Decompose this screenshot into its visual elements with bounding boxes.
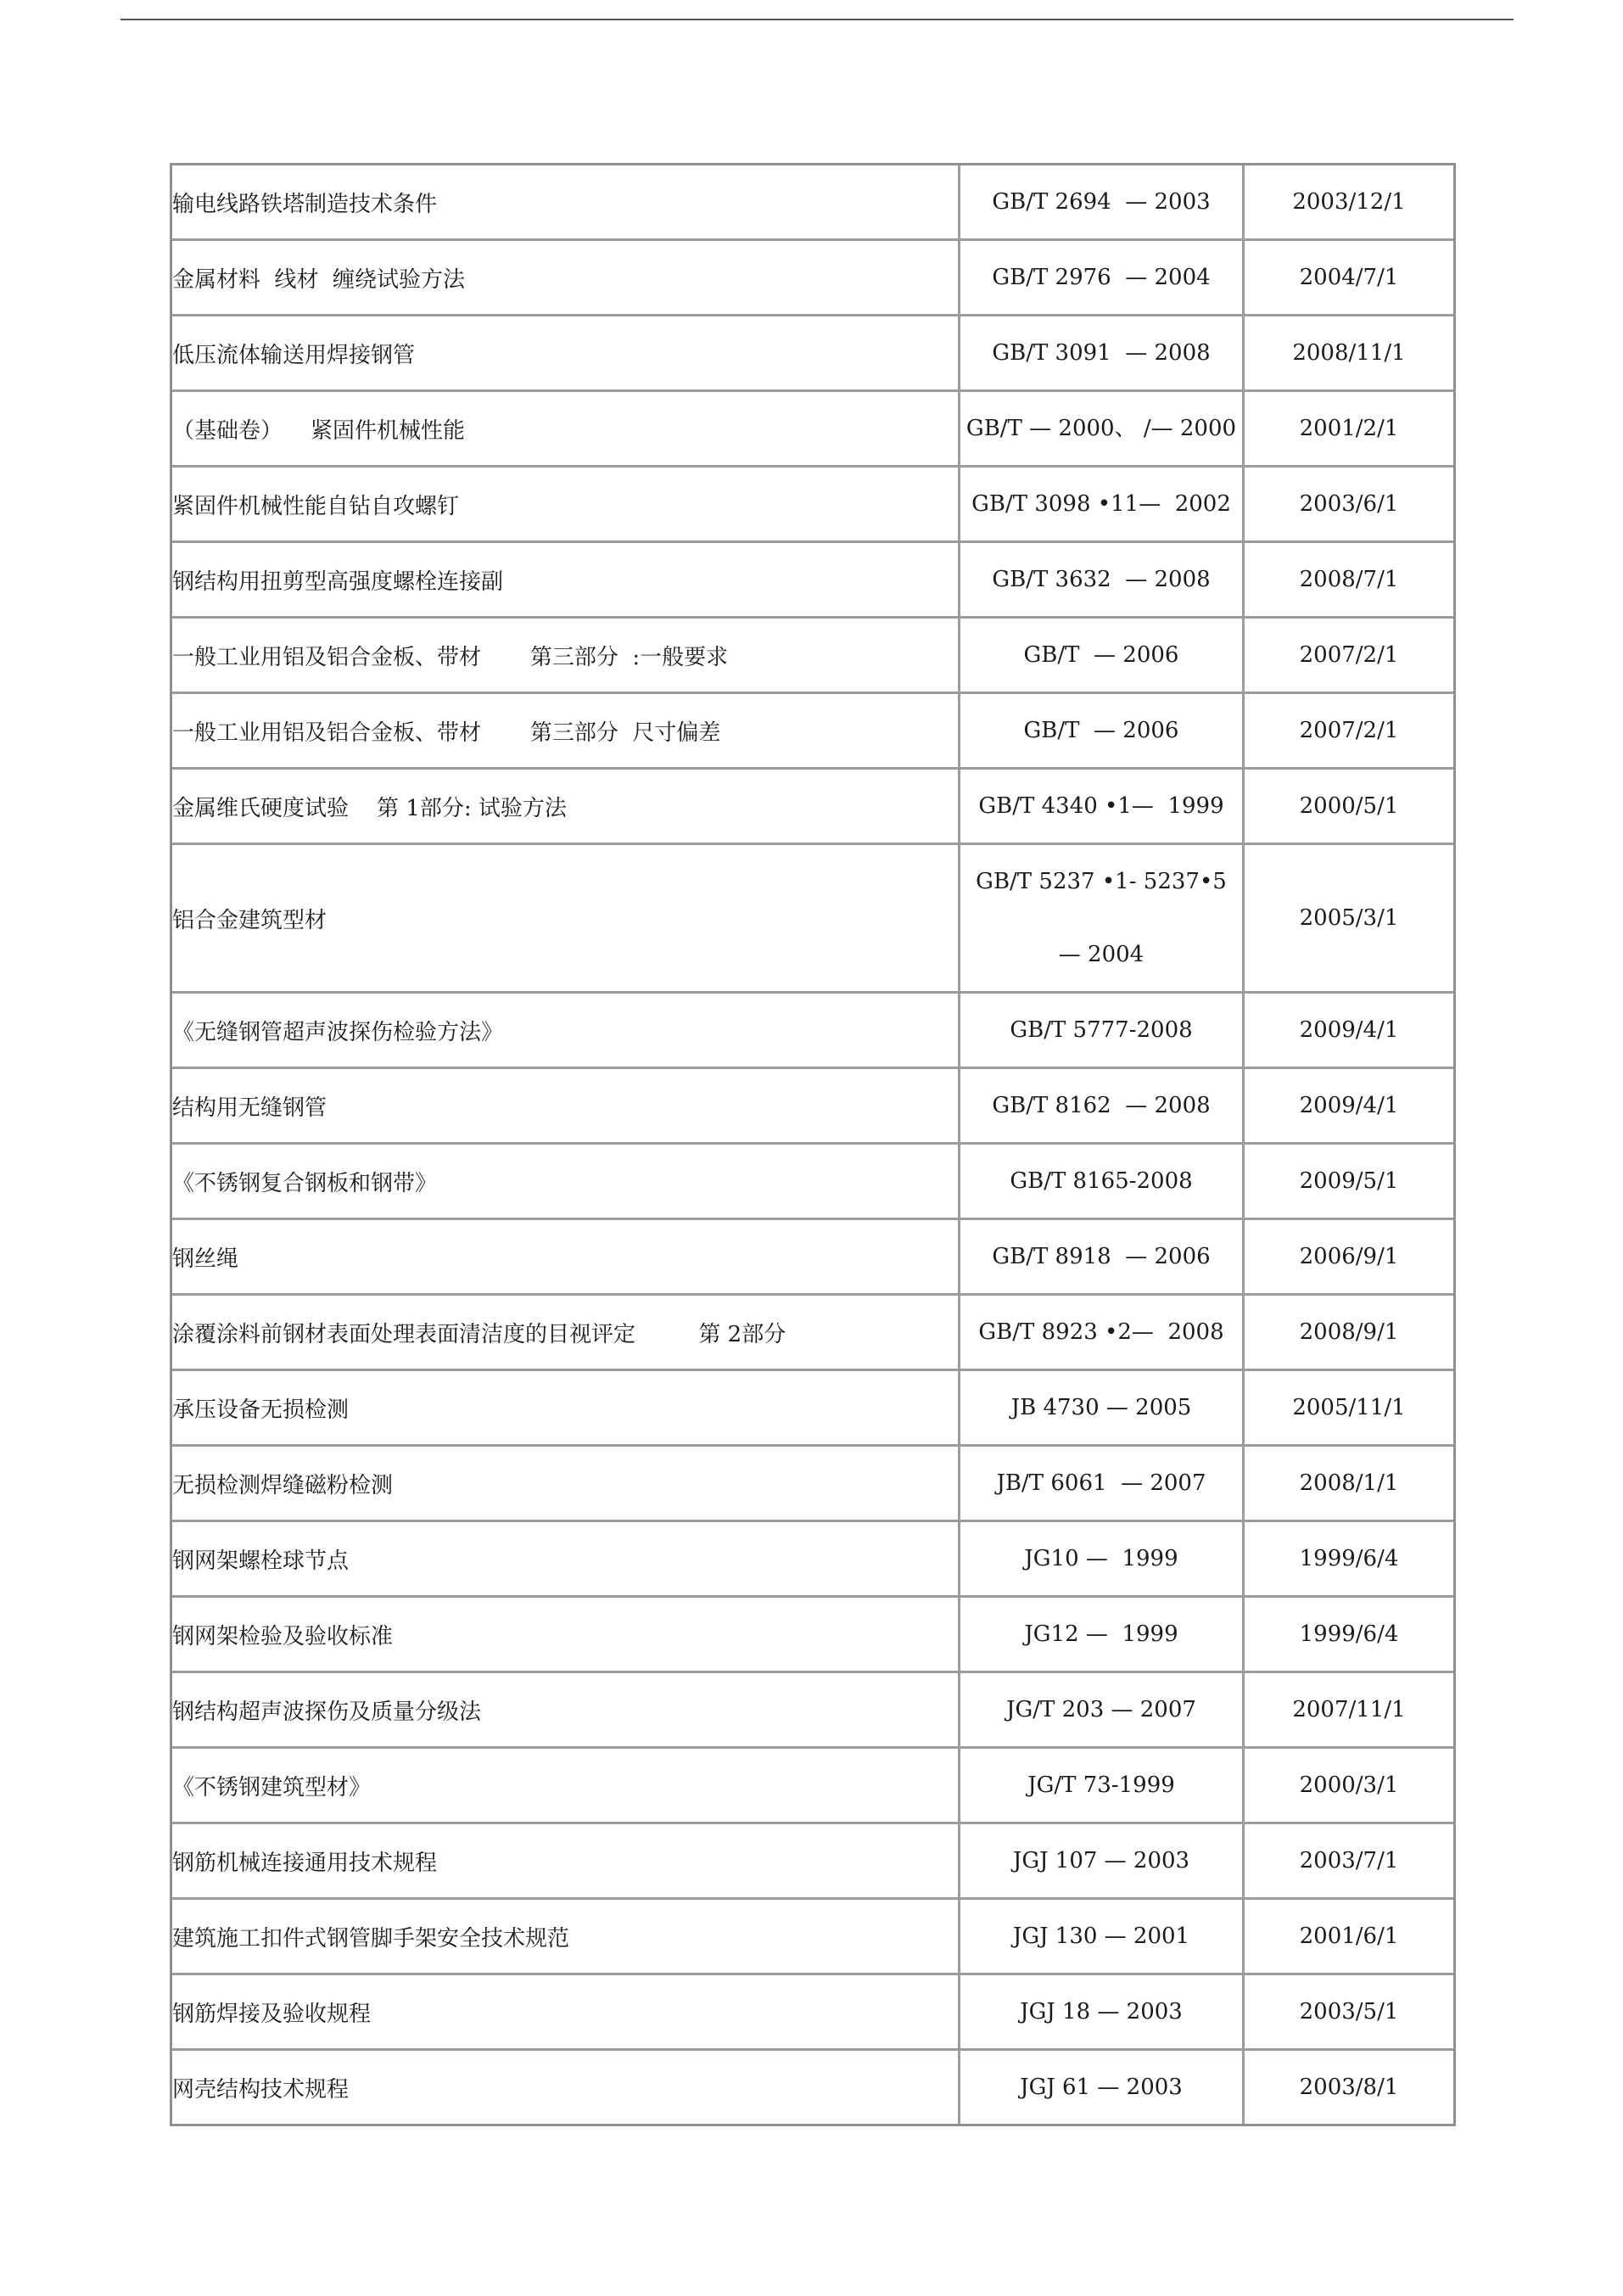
standard-name-cell: 金属材料 线材 缠绕试验方法 [172,241,960,316]
effective-date-cell: 1999/6/4 [1245,1522,1453,1598]
effective-date-cell: 2009/4/1 [1245,994,1453,1069]
table-row [172,1522,1453,1598]
effective-date-cell: 2008/1/1 [1245,1447,1453,1522]
effective-date-cell: 2003/6/1 [1245,468,1453,543]
standard-code-cell: JGJ 130 — 2001 [960,1900,1245,1975]
standard-name-cell: 网壳结构技术规程 [172,2051,960,2124]
effective-date-cell: 2001/2/1 [1245,392,1453,468]
table-row [172,1447,1453,1522]
standard-code-cell: JG/T 73-1999 [960,1749,1245,1824]
standard-name-cell: 紧固件机械性能自钻自攻螺钉 [172,468,960,543]
table-row [172,543,1453,619]
table-row [172,770,1453,845]
table-row [172,165,1453,241]
standard-name-cell: 金属维氏硬度试验 第 1部分: 试验方法 [172,770,960,845]
table-row [172,1220,1453,1296]
table-row [172,241,1453,316]
effective-date-cell: 2000/3/1 [1245,1749,1453,1824]
effective-date-cell: 1999/6/4 [1245,1598,1453,1673]
standard-name-cell: 《无缝钢管超声波探伤检验方法》 [172,994,960,1069]
effective-date-cell: 2003/8/1 [1299,2075,1399,2100]
table-row [172,392,1453,468]
standard-code-cell: GB/T 8165-2008 [960,1145,1245,1220]
standard-name-cell: 一般工业用铝及铝合金板、带材 第三部分 :一般要求 [172,619,960,694]
standard-code-cell: JG10 — 1999 [960,1522,1245,1598]
standard-code-cell: JG/T 203 — 2007 [960,1673,1245,1749]
standard-code-cell: GB/T 3632 — 2008 [960,543,1245,619]
header-rule [120,19,1514,20]
standard-name-cell: 一般工业用铝及铝合金板、带材 第三部分 尺寸偏差 [172,694,960,770]
table-row [172,1749,1453,1824]
standard-name-cell: 承压设备无损检测 [172,1371,960,1447]
standard-code-cell: JB 4730 — 2005 [960,1371,1245,1447]
table-row [172,1673,1453,1749]
standard-code-cell: GB/T 5777-2008 [960,994,1245,1069]
table-row [172,994,1453,1069]
effective-date-cell: 2008/9/1 [1245,1296,1453,1371]
table-row [172,845,1453,994]
standard-code-cell: JGJ 107 — 2003 [960,1824,1245,1900]
standard-name-cell: 涂覆涂料前钢材表面处理表面清洁度的目视评定 第 2部分 [172,1296,960,1371]
standard-code-cell: JB/T 6061 — 2007 [960,1447,1245,1522]
effective-date-cell: 2001/6/1 [1245,1900,1453,1975]
standard-name-cell: 结构用无缝钢管 [172,1069,960,1145]
table-row [172,694,1453,770]
standard-name-cell: 输电线路铁塔制造技术条件 [172,165,960,241]
standard-code-cell: GB/T — 2006 [960,619,1245,694]
effective-date-cell: 2000/5/1 [1245,770,1453,845]
standards-table [170,163,1456,2126]
standard-code-cell: GB/T 8162 — 2008 [960,1069,1245,1145]
table-row [172,2051,1453,2124]
table-row [172,1371,1453,1447]
standard-name-cell: 铝合金建筑型材 [172,845,960,994]
standard-code-cell: GB/T 8923 •2— 2008 [960,1296,1245,1371]
table-row [172,1069,1453,1145]
standard-name-cell: 钢结构超声波探伤及质量分级法 [172,1673,960,1749]
standard-name-cell: 钢结构用扭剪型高强度螺栓连接副 [172,543,960,619]
table-row [172,1900,1453,1975]
standard-code-cell: GB/T 4340 •1— 1999 [960,770,1245,845]
effective-date-cell: 2008/7/1 [1245,543,1453,619]
standard-name-cell: 建筑施工扣件式钢管脚手架安全技术规范 [172,1900,960,1975]
standard-code-cell: JGJ 61 — 2003 [960,2051,1245,2124]
table-row [172,468,1453,543]
effective-date-cell: 2009/4/1 [1245,1069,1453,1145]
standard-name-cell: 钢筋焊接及验收规程 [172,1975,960,2051]
effective-date-cell: 2003/5/1 [1245,1975,1453,2051]
effective-date-cell: 2006/9/1 [1245,1220,1453,1296]
effective-date-cell: 2004/7/1 [1245,241,1453,316]
standards-table-body [172,165,1453,2124]
effective-date-cell: 2007/11/1 [1245,1673,1453,1749]
standard-name-cell: 钢网架螺栓球节点 [172,1522,960,1598]
table-row [172,619,1453,694]
standard-code-cell: GB/T 3098 •11— 2002 [960,468,1245,543]
standard-code-cell: JG12 — 1999 [960,1598,1245,1673]
effective-date-cell: 2005/3/1 [1245,845,1453,994]
standard-code-cell: GB/T 2976 — 2004 [960,241,1245,316]
table-row [172,1975,1453,2051]
standard-name-cell: 《不锈钢复合钢板和钢带》 [172,1145,960,1220]
effective-date-cell: 2005/11/1 [1245,1371,1453,1447]
standard-name-cell: 低压流体输送用焊接钢管 [172,316,960,392]
table-row [172,1824,1453,1900]
effective-date-cell: 2003/7/1 [1245,1824,1453,1900]
standard-code-cell: GB/T 5237 •1- 5237•5 — 2004 [960,845,1245,994]
standard-name-cell: （基础卷） 紧固件机械性能 [172,392,960,468]
standard-name-cell: 钢丝绳 [172,1220,960,1296]
standard-code-cell: GB/T — 2000、 /— 2000 [960,392,1245,468]
effective-date-cell: 2003/12/1 [1245,165,1453,241]
table-row [172,1145,1453,1220]
table-row [172,1598,1453,1673]
standard-code-cell: JGJ 18 — 2003 [960,1975,1245,2051]
effective-date-cell: 2007/2/1 [1245,619,1453,694]
effective-date-cell: 2009/5/1 [1245,1145,1453,1220]
standard-name-cell: 钢筋机械连接通用技术规程 [172,1824,960,1900]
effective-date-cell: 2007/2/1 [1245,694,1453,770]
standard-code-cell: GB/T — 2006 [960,694,1245,770]
standard-name-cell: 无损检测焊缝磁粉检测 [172,1447,960,1522]
standard-code-cell: GB/T 3091 — 2008 [960,316,1245,392]
standard-code-cell: GB/T 8918 — 2006 [960,1220,1245,1296]
standard-code-cell: GB/T 2694 — 2003 [960,165,1245,241]
effective-date-cell: 2008/11/1 [1245,316,1453,392]
table-row [172,316,1453,392]
table-row [172,1296,1453,1371]
standard-name-cell: 钢网架检验及验收标准 [172,1598,960,1673]
standard-name-cell: 《不锈钢建筑型材》 [172,1749,960,1824]
